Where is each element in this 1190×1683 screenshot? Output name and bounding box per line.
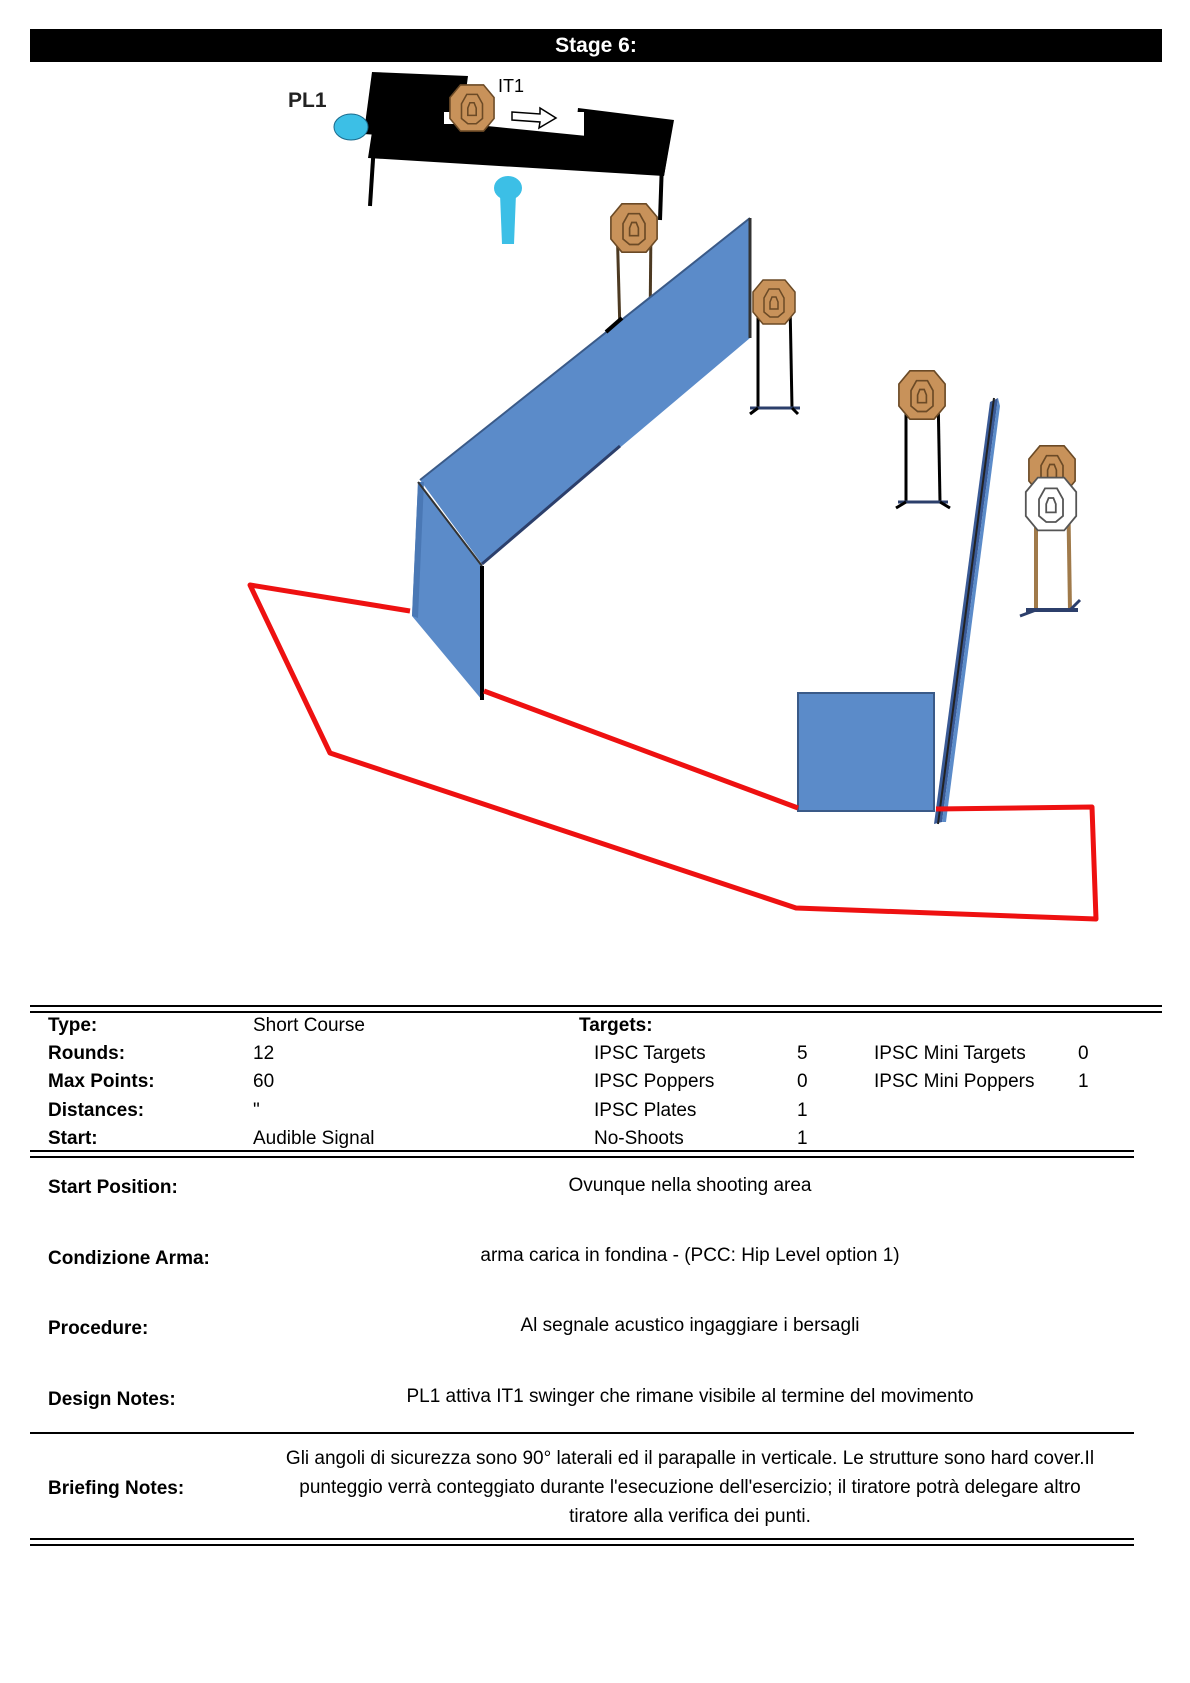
popper (494, 176, 522, 244)
divider-mid-2 (30, 1156, 1134, 1158)
divider-top-1 (30, 1005, 1162, 1007)
targets-heading: Targets: (579, 1015, 653, 1036)
target-item-label: IPSC Poppers (594, 1071, 715, 1092)
activation-pad-pl1 (334, 114, 368, 140)
briefing-notes-label: Briefing Notes: (48, 1478, 185, 1499)
swinger-target-it1 (450, 85, 494, 131)
swinger-label: IT1 (498, 76, 525, 96)
divider-top-2 (30, 1011, 1162, 1013)
start-value: Audible Signal (253, 1128, 375, 1149)
stage-title: Stage 6: (30, 29, 1162, 62)
target-item-count: 0 (797, 1071, 808, 1092)
procedure-label: Procedure: (48, 1318, 149, 1339)
wall-long-diagonal (420, 218, 750, 564)
type-label: Type: (48, 1015, 98, 1036)
max-points-value: 60 (253, 1071, 275, 1092)
type-value: Short Course (253, 1015, 365, 1036)
distances-label: Distances: (48, 1100, 145, 1121)
divider-bottom-2 (30, 1544, 1134, 1546)
max-points-label: Max Points: (48, 1071, 155, 1092)
target-item-count: 5 (797, 1043, 808, 1064)
target-item-count: 1 (797, 1128, 808, 1149)
rounds-value: 12 (253, 1043, 275, 1064)
distances-value: " (253, 1100, 260, 1121)
mini-target-count: 0 (1078, 1043, 1089, 1064)
target-stand-4-with-no-shoot (1020, 446, 1080, 616)
condition-label: Condizione Arma: (48, 1248, 210, 1269)
wall-box (798, 693, 934, 811)
target-item-label: IPSC Targets (594, 1043, 706, 1064)
design-notes-value: PL1 attiva IT1 swinger che rimane visibile al termine del movimento (406, 1386, 974, 1407)
target-stand-2 (750, 280, 800, 414)
briefing-notes-line-3: tiratore alla verifica dei punti. (569, 1506, 811, 1527)
divider-bottom-1 (30, 1538, 1134, 1540)
start-label: Start: (48, 1128, 98, 1149)
activation-pad-label: PL1 (288, 89, 327, 112)
mini-target-label: IPSC Mini Targets (874, 1043, 1026, 1064)
stage-diagram (0, 62, 1190, 962)
briefing-notes-line-1: Gli angoli di sicurezza sono 90° laterali ed il parapalle in verticale. Le strutture sono hard cover.Il (285, 1448, 1095, 1469)
start-position-label: Start Position: (48, 1177, 178, 1198)
wall-right-long (934, 398, 1000, 824)
target-item-label: No-Shoots (594, 1128, 684, 1149)
rounds-label: Rounds: (48, 1043, 126, 1064)
divider-briefing (30, 1432, 1134, 1434)
mini-target-count: 1 (1078, 1071, 1089, 1092)
target-item-count: 1 (797, 1100, 808, 1121)
design-notes-label: Design Notes: (48, 1389, 176, 1410)
mini-target-label: IPSC Mini Poppers (874, 1071, 1035, 1092)
divider-mid-1 (30, 1150, 1134, 1152)
briefing-notes-line-2: punteggio verrà conteggiato durante l'esecuzione dell'esercizio; il tiratore potrà delegare altro (299, 1477, 1081, 1498)
condition-value: arma carica in fondina - (PCC: Hip Level option 1) (480, 1245, 900, 1266)
target-item-label: IPSC Plates (594, 1100, 697, 1121)
start-position-value: Ovunque nella shooting area (568, 1175, 812, 1196)
target-stand-3 (896, 371, 950, 508)
procedure-value: Al segnale acustico ingaggiare i bersagli (520, 1315, 860, 1336)
